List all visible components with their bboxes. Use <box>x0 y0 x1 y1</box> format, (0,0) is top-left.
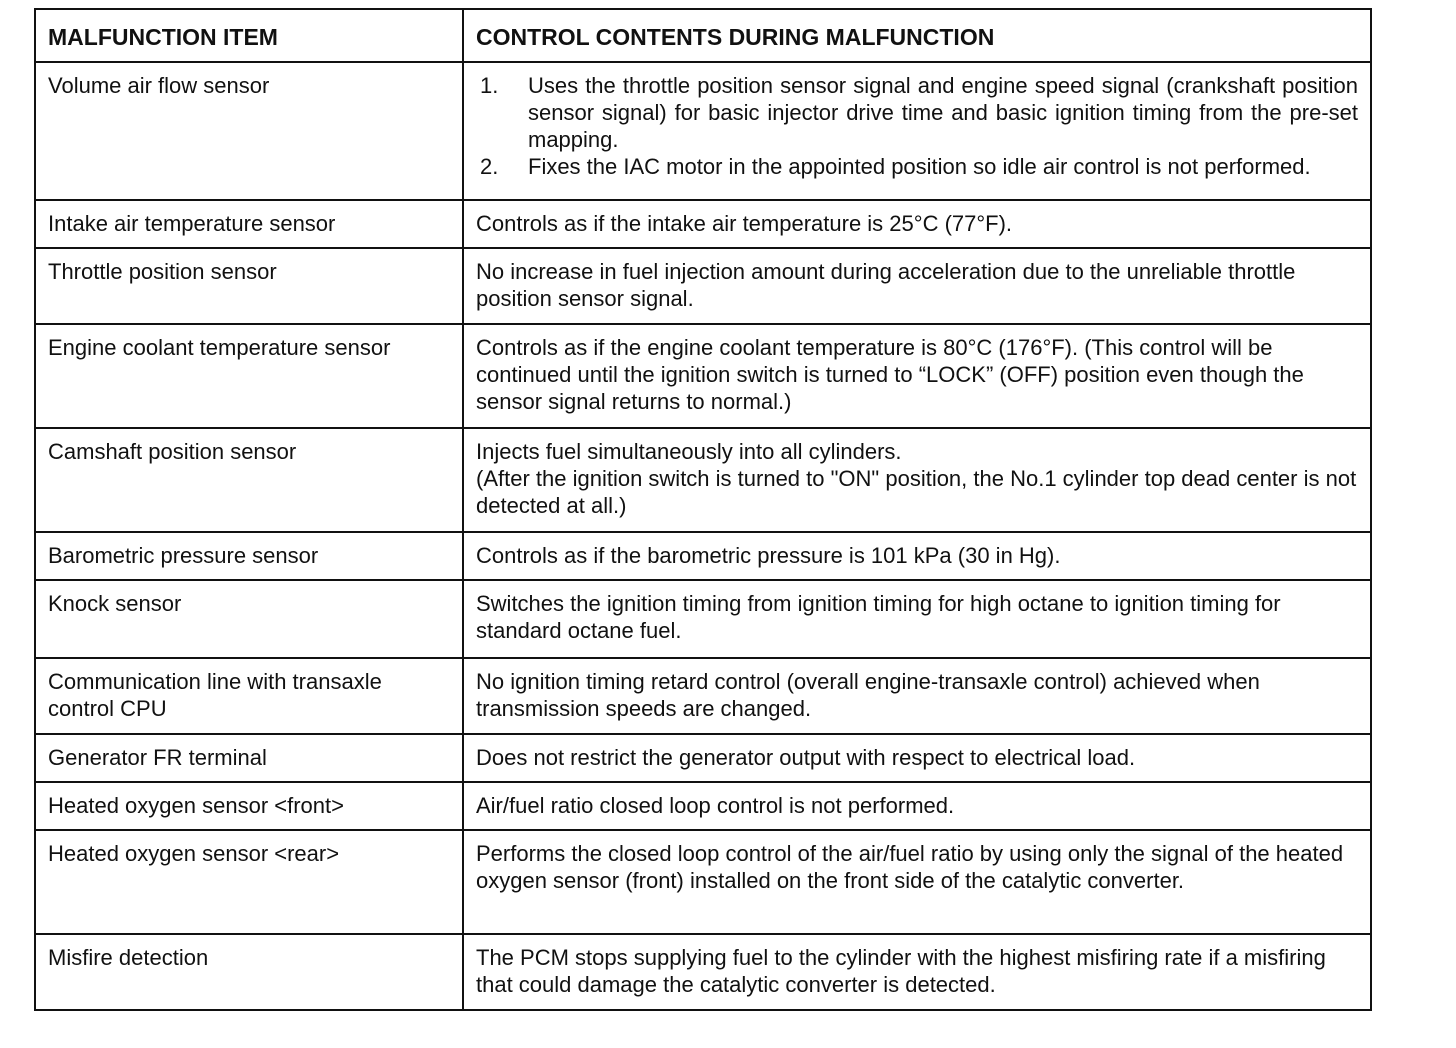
table-row <box>35 248 1371 324</box>
control-steps-list <box>476 72 1358 180</box>
malfunction-item-cell: Communication line with transaxle control CPU <box>35 658 463 734</box>
control-contents-cell: Controls as if the barometric pressure is 101 kPa (30 in Hg). <box>463 532 1371 580</box>
control-contents-cell: No increase in fuel injection amount during acceleration due to the unreliable throttle position sensor signal. <box>463 248 1371 324</box>
step-number: 2. <box>480 154 499 179</box>
control-contents-cell: Controls as if the engine coolant temperature is 80°C (176°F). (This control will be continued until the ignition switch is turned to “LOCK” (OFF) position even though the sensor signal returns to normal.) <box>463 324 1371 428</box>
table-row <box>35 734 1371 782</box>
header-control-contents: CONTROL CONTENTS DURING MALFUNCTION <box>463 9 1371 62</box>
control-line: Injects fuel simultaneously into all cylinders. <box>476 439 902 464</box>
control-contents-cell <box>463 428 1371 532</box>
header-malfunction-item: MALFUNCTION ITEM <box>35 9 463 62</box>
table-row <box>35 62 1371 200</box>
malfunction-item-cell: Misfire detection <box>35 934 463 1010</box>
control-step <box>476 153 1358 180</box>
control-contents-cell: No ignition timing retard control (overall engine-transaxle control) achieved when transmission speeds are changed. <box>463 658 1371 734</box>
control-line: (After the ignition switch is turned to "ON" position, the No.1 cylinder top dead center is not detected at all.) <box>476 466 1357 518</box>
table-row <box>35 324 1371 428</box>
table-row <box>35 428 1371 532</box>
control-contents-cell: Does not restrict the generator output with respect to electrical load. <box>463 734 1371 782</box>
table-row <box>35 934 1371 1010</box>
table-header-row <box>35 9 1371 62</box>
control-step <box>476 72 1358 153</box>
control-contents-cell: Performs the closed loop control of the air/fuel ratio by using only the signal of the heated oxygen sensor (front) installed on the front side of the catalytic converter. <box>463 830 1371 934</box>
table-row <box>35 532 1371 580</box>
malfunction-item-cell: Heated oxygen sensor <front> <box>35 782 463 830</box>
table-row <box>35 200 1371 248</box>
control-contents-cell: The PCM stops supplying fuel to the cylinder with the highest misfiring rate if a misfiring that could damage the catalytic converter is detected. <box>463 934 1371 1010</box>
malfunction-item-cell: Generator FR terminal <box>35 734 463 782</box>
step-number: 1. <box>480 73 499 98</box>
malfunction-item-cell: Volume air flow sensor <box>35 62 463 200</box>
malfunction-item-cell: Throttle position sensor <box>35 248 463 324</box>
step-text: Fixes the IAC motor in the appointed position so idle air control is not performed. <box>528 154 1311 179</box>
control-contents-cell <box>463 62 1371 200</box>
malfunction-control-table <box>34 8 1372 1011</box>
malfunction-item-cell: Engine coolant temperature sensor <box>35 324 463 428</box>
control-contents-cell: Switches the ignition timing from ignition timing for high octane to ignition timing for standard octane fuel. <box>463 580 1371 658</box>
table-row <box>35 658 1371 734</box>
step-text: Uses the throttle position sensor signal and engine speed signal (crankshaft position sensor signal) for basic injector drive time and basic ignition timing from the pre-set mapping. <box>528 73 1358 152</box>
malfunction-item-cell: Camshaft position sensor <box>35 428 463 532</box>
malfunction-item-cell: Knock sensor <box>35 580 463 658</box>
control-contents-cell: Controls as if the intake air temperature is 25°C (77°F). <box>463 200 1371 248</box>
malfunction-item-cell: Barometric pressure sensor <box>35 532 463 580</box>
control-contents-cell: Air/fuel ratio closed loop control is not performed. <box>463 782 1371 830</box>
table-row <box>35 830 1371 934</box>
table-row <box>35 782 1371 830</box>
table-row <box>35 580 1371 658</box>
malfunction-item-cell: Heated oxygen sensor <rear> <box>35 830 463 934</box>
malfunction-item-cell: Intake air temperature sensor <box>35 200 463 248</box>
